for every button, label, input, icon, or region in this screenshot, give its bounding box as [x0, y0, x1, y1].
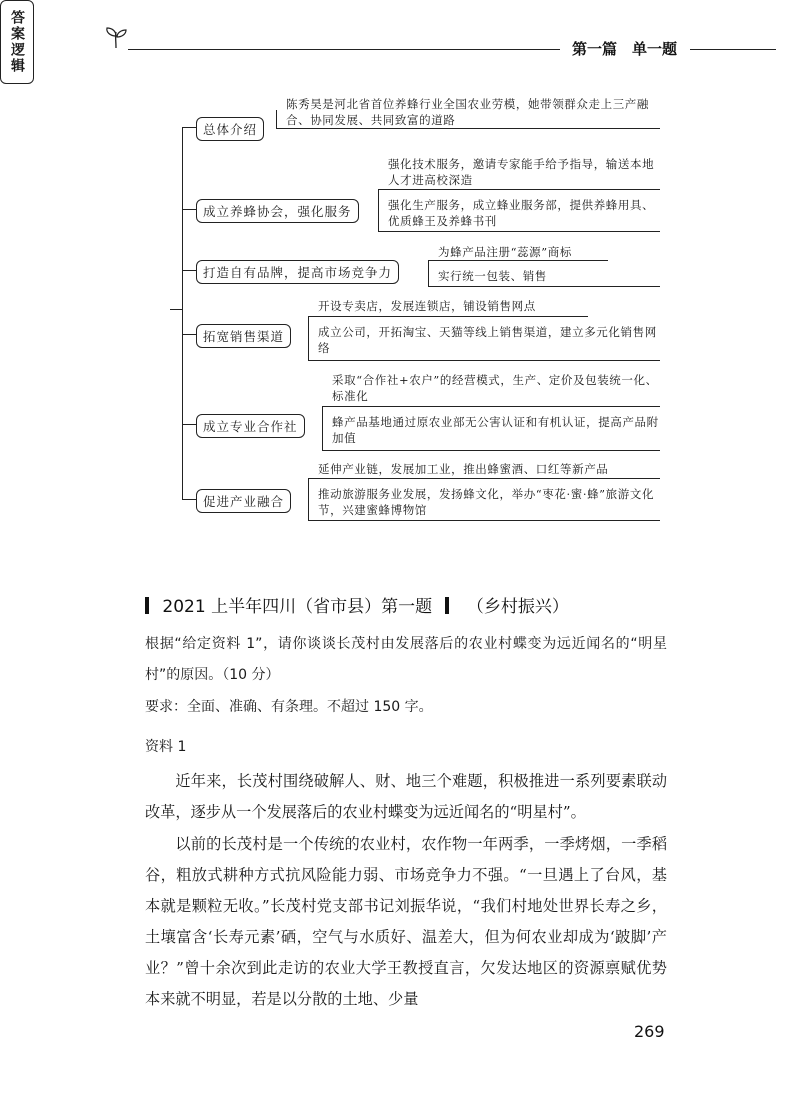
branch-sales-channels: 拓宽销售渠道 — [196, 324, 291, 348]
question-requirement: 要求：全面、准确、有条理。不超过 150 字。 — [145, 699, 433, 715]
page-number: 269 — [634, 1022, 665, 1041]
connector — [322, 406, 323, 450]
leaf-text: 强化技术服务，邀请专家能手给予指导，输送本地人才进高校深造 — [388, 157, 655, 187]
connector — [182, 209, 196, 210]
branch-cooperative: 成立专业合作社 — [196, 414, 305, 438]
question-heading — [145, 592, 569, 617]
connector — [308, 316, 309, 360]
question-prompt: 根据“给定资料 1”，请你谈谈长茂村由发展落后的农业村蝶变为远近闻名的“明星村”的原因。（10 分） — [145, 636, 667, 683]
leaf-text: 延伸产业链，发展加工业，推出蜂蜜酒、口红等新产品 — [318, 462, 609, 476]
sprout-icon — [104, 26, 130, 50]
connector — [378, 189, 379, 231]
branch-overview: 总体介绍 — [196, 117, 264, 141]
material-paragraph: 近年来，长茂村围绕破解人、财、地三个难题，积极推进一系列要素联动改革，逐步从一个发展落后的农业村蝶变为远近闻名的“明星村”。 — [145, 772, 667, 821]
leaf-text: 推动旅游服务业发展，发扬蜂文化，举办“枣花·蜜·蜂”旅游文化节，兴建蜜蜂博物馆 — [318, 487, 655, 517]
header-section-title: 第一篇 单一题 — [572, 40, 678, 58]
connector — [308, 520, 660, 521]
connector — [182, 270, 196, 271]
connector — [428, 260, 608, 261]
connector — [170, 309, 182, 310]
connector — [428, 286, 660, 287]
connector — [308, 316, 588, 317]
connector — [276, 110, 277, 128]
leaf-text: 蜂产品基地通过原农业部无公害认证和有机认证，提高产品附加值 — [332, 415, 659, 445]
connector — [322, 406, 660, 407]
branch-industry-integration: 促进产业融合 — [196, 489, 291, 513]
connector — [428, 260, 429, 286]
heading-bar — [145, 597, 149, 614]
header-rule — [128, 49, 560, 50]
connector — [308, 360, 660, 361]
connector — [182, 127, 196, 128]
connector — [182, 499, 196, 500]
connector — [322, 450, 660, 451]
connector — [182, 424, 196, 425]
leaf-text: 开设专卖店，发展连锁店，铺设销售网点 — [318, 299, 536, 313]
connector — [308, 478, 660, 479]
mindmap-root: 答案逻辑 — [0, 0, 34, 84]
leaf-text: 陈秀昊是河北省首位养蜂行业全国农业劳模，她带领群众走上三产融合、协同发展、共同致富的道路 — [286, 97, 649, 127]
connector — [308, 478, 309, 520]
connector — [378, 231, 660, 232]
connector — [276, 128, 660, 129]
connector — [182, 334, 196, 335]
leaf-text: 实行统一包装、销售 — [438, 269, 547, 283]
header-rule — [690, 49, 776, 50]
material-paragraph: 以前的长茂村是一个传统的农业村，农作物一年两季，一季烤烟，一季稻谷，粗放式耕种方式抗风险能力弱、市场竞争力不强。“一旦遇上了台风，基本就是颗粒无收。”长茂村党支部书记刘振华说，“我们村地处世界长寿之乡，土壤富含‘长寿元素’硒，空气与水质好、温差大，但为何农业却成为‘跛脚’产业？”曾十余次到此走访的农业大学王教授直言，欠发达地区的资源禀赋优势本来就不明显，若是以分散的土地、少量 — [145, 835, 667, 1008]
question-tag: （乡村振兴） — [466, 597, 569, 617]
material-label: 资料 1 — [145, 739, 187, 755]
heading-bar — [445, 597, 449, 614]
connector — [378, 189, 660, 190]
question-title: 2021 上半年四川（省市县）第一题 — [162, 597, 433, 617]
leaf-text: 采取“合作社+农户”的经营模式，生产、定价及包装统一化、标准化 — [332, 373, 658, 403]
leaf-text: 强化生产服务，成立蜂业服务部，提供养蜂用具、优质蜂王及养蜂书刊 — [388, 198, 655, 228]
branch-beekeeping-association: 成立养蜂协会，强化服务 — [196, 199, 359, 223]
leaf-text: 为蜂产品注册“蕊源”商标 — [438, 245, 572, 259]
connector — [182, 127, 183, 499]
branch-own-brand: 打造自有品牌，提高市场竞争力 — [196, 260, 399, 284]
leaf-text: 成立公司，开拓淘宝、天猫等线上销售渠道，建立多元化销售网络 — [318, 325, 657, 355]
